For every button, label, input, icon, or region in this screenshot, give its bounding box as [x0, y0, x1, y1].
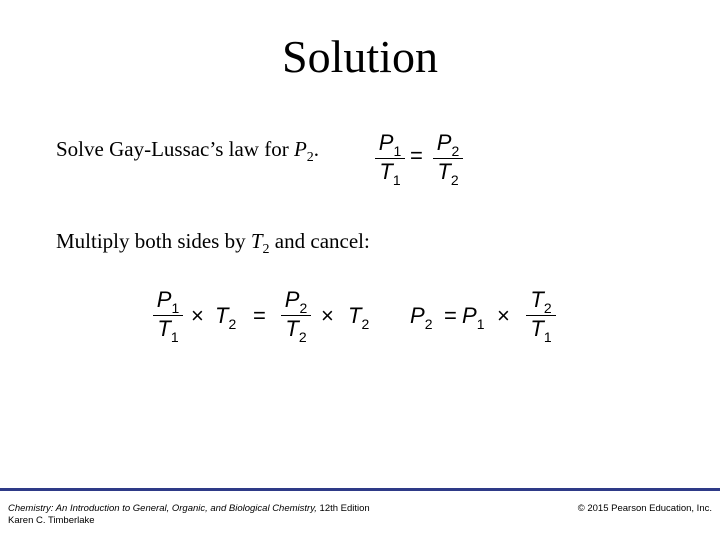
step-1-var: P: [293, 137, 307, 161]
slide-title: Solution: [282, 31, 438, 82]
gay-lussac-equation: [375, 131, 465, 191]
step-1-label: Solve Gay-Lussac’s law for: [56, 137, 294, 161]
step-1-end: .: [313, 137, 320, 161]
footer-copyright: © 2015 Pearson Education, Inc.: [577, 503, 712, 514]
step-2-sub: 2: [262, 242, 270, 257]
multiply-equation: [153, 288, 383, 348]
footer-rule: [0, 488, 720, 491]
mult-times-2: ×: [321, 303, 334, 328]
result-equation: [410, 288, 560, 348]
mult-equals: =: [253, 303, 266, 328]
step-2-end: and cancel:: [269, 229, 370, 253]
step-2-label: Multiply both sides by: [56, 229, 251, 253]
footer-citation: [8, 503, 370, 527]
mult-times-1: ×: [191, 303, 204, 328]
law-rhs-fraction: $P_2$ $T_2$: [433, 131, 463, 186]
mult-fraction-2: $P_2$ $T_2$: [281, 288, 311, 343]
result-equals: =: [444, 303, 457, 328]
law-equals: =: [410, 143, 423, 168]
mult-t-1: $T_2$: [215, 303, 237, 332]
law-lhs-fraction: $P_1$ $T_1$: [375, 131, 405, 186]
step-2-text: [56, 229, 370, 257]
footer-author: Karen C. Timberlake: [8, 515, 95, 526]
step-2-var: T: [250, 229, 263, 253]
step-1-sub: 2: [306, 150, 314, 165]
step-1-text: [56, 137, 320, 165]
footer-edition: 12th Edition: [316, 503, 370, 514]
mult-t-2: $T_2$: [348, 303, 370, 332]
result-fraction: $T_2$ $T_1$: [526, 288, 556, 343]
result-times: ×: [497, 303, 510, 328]
result-lhs: $P_2$: [410, 303, 433, 332]
footer-book-title: Chemistry: An Introduction to General, Organic, and Biological Chemistry,: [8, 503, 317, 514]
mult-fraction-1: $P_1$ $T_1$: [153, 288, 183, 343]
result-p1: $P_1$: [462, 303, 485, 332]
